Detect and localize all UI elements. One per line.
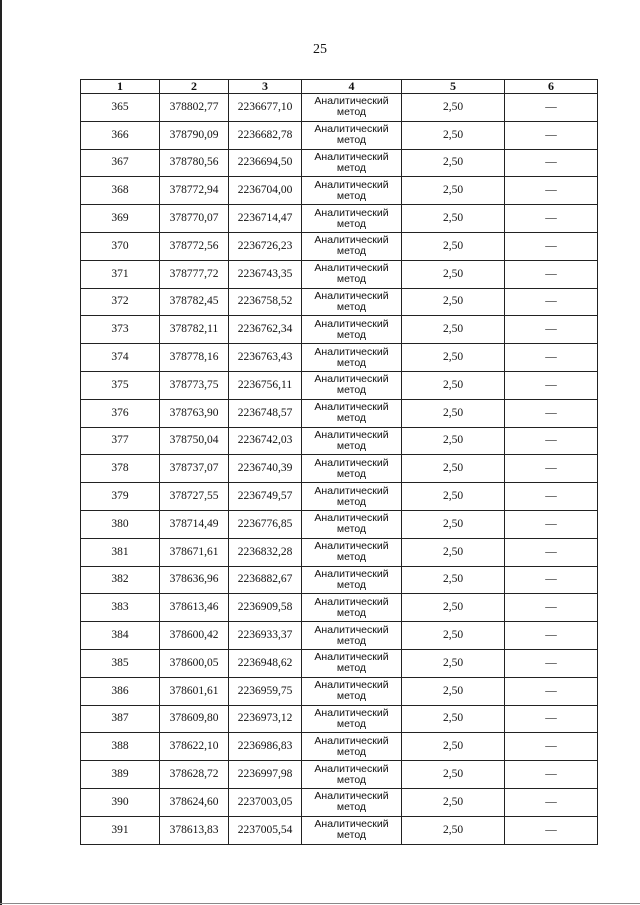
header-col-2: 2: [160, 80, 229, 94]
cell-y-coordinate: 2236776,85: [229, 510, 302, 538]
cell-accuracy: 2,50: [402, 483, 505, 511]
table-row: [81, 649, 598, 677]
cell-accuracy: 2,50: [402, 288, 505, 316]
cell-y-coordinate: 2236694,50: [229, 149, 302, 177]
table-row: [81, 816, 598, 844]
cell-point-number: 375: [81, 371, 160, 399]
cell-accuracy: 2,50: [402, 816, 505, 844]
cell-point-number: 372: [81, 288, 160, 316]
cell-note: —: [505, 510, 598, 538]
cell-note: —: [505, 538, 598, 566]
cell-point-number: 369: [81, 205, 160, 233]
cell-point-number: 383: [81, 594, 160, 622]
cell-accuracy: 2,50: [402, 371, 505, 399]
cell-method: Аналитический метод: [302, 205, 402, 233]
cell-x-coordinate: 378772,56: [160, 232, 229, 260]
table-row: [81, 288, 598, 316]
page-bottom-edge: [0, 903, 640, 904]
cell-accuracy: 2,50: [402, 427, 505, 455]
cell-point-number: 382: [81, 566, 160, 594]
cell-y-coordinate: 2236704,00: [229, 177, 302, 205]
cell-y-coordinate: 2236762,34: [229, 316, 302, 344]
page-number: 25: [313, 42, 327, 57]
table-row: [81, 399, 598, 427]
coordinates-table: [80, 79, 598, 845]
cell-point-number: 387: [81, 705, 160, 733]
cell-note: —: [505, 121, 598, 149]
cell-note: —: [505, 94, 598, 122]
cell-x-coordinate: 378790,09: [160, 121, 229, 149]
cell-x-coordinate: 378613,46: [160, 594, 229, 622]
cell-method: Аналитический метод: [302, 371, 402, 399]
cell-method: Аналитический метод: [302, 399, 402, 427]
cell-method: Аналитический метод: [302, 510, 402, 538]
cell-point-number: 386: [81, 677, 160, 705]
table-row: [81, 566, 598, 594]
cell-method: Аналитический метод: [302, 594, 402, 622]
cell-y-coordinate: 2236948,62: [229, 649, 302, 677]
cell-method: Аналитический метод: [302, 483, 402, 511]
cell-y-coordinate: 2236714,47: [229, 205, 302, 233]
table-row: [81, 677, 598, 705]
table-row: [81, 344, 598, 372]
cell-point-number: 368: [81, 177, 160, 205]
cell-x-coordinate: 378601,61: [160, 677, 229, 705]
cell-accuracy: 2,50: [402, 622, 505, 650]
cell-accuracy: 2,50: [402, 177, 505, 205]
cell-note: —: [505, 232, 598, 260]
table-row: [81, 733, 598, 761]
cell-x-coordinate: 378750,04: [160, 427, 229, 455]
cell-method: Аналитический метод: [302, 177, 402, 205]
table-body: [81, 94, 598, 845]
cell-accuracy: 2,50: [402, 566, 505, 594]
cell-y-coordinate: 2237003,05: [229, 788, 302, 816]
cell-accuracy: 2,50: [402, 205, 505, 233]
cell-y-coordinate: 2236763,43: [229, 344, 302, 372]
cell-note: —: [505, 149, 598, 177]
cell-point-number: 376: [81, 399, 160, 427]
cell-point-number: 374: [81, 344, 160, 372]
cell-y-coordinate: 2236986,83: [229, 733, 302, 761]
table-row: [81, 788, 598, 816]
cell-y-coordinate: 2236973,12: [229, 705, 302, 733]
coordinates-table-container: [80, 79, 597, 845]
table-row: [81, 705, 598, 733]
cell-y-coordinate: 2237005,54: [229, 816, 302, 844]
cell-accuracy: 2,50: [402, 677, 505, 705]
cell-y-coordinate: 2236748,57: [229, 399, 302, 427]
cell-point-number: 377: [81, 427, 160, 455]
cell-method: Аналитический метод: [302, 288, 402, 316]
cell-method: Аналитический метод: [302, 260, 402, 288]
cell-y-coordinate: 2236749,57: [229, 483, 302, 511]
cell-accuracy: 2,50: [402, 121, 505, 149]
cell-x-coordinate: 378727,55: [160, 483, 229, 511]
cell-method: Аналитический метод: [302, 733, 402, 761]
cell-method: Аналитический метод: [302, 705, 402, 733]
cell-point-number: 391: [81, 816, 160, 844]
cell-x-coordinate: 378782,45: [160, 288, 229, 316]
cell-y-coordinate: 2236882,67: [229, 566, 302, 594]
table-row: [81, 455, 598, 483]
cell-x-coordinate: 378622,10: [160, 733, 229, 761]
table-row: [81, 94, 598, 122]
cell-point-number: 388: [81, 733, 160, 761]
table-row: [81, 594, 598, 622]
cell-point-number: 381: [81, 538, 160, 566]
cell-y-coordinate: 2236740,39: [229, 455, 302, 483]
cell-y-coordinate: 2236742,03: [229, 427, 302, 455]
cell-point-number: 367: [81, 149, 160, 177]
cell-accuracy: 2,50: [402, 761, 505, 789]
cell-x-coordinate: 378636,96: [160, 566, 229, 594]
cell-method: Аналитический метод: [302, 149, 402, 177]
cell-x-coordinate: 378613,83: [160, 816, 229, 844]
cell-x-coordinate: 378737,07: [160, 455, 229, 483]
cell-accuracy: 2,50: [402, 232, 505, 260]
cell-note: —: [505, 483, 598, 511]
cell-point-number: 366: [81, 121, 160, 149]
cell-point-number: 370: [81, 232, 160, 260]
cell-note: —: [505, 761, 598, 789]
cell-point-number: 373: [81, 316, 160, 344]
cell-x-coordinate: 378600,42: [160, 622, 229, 650]
cell-point-number: 371: [81, 260, 160, 288]
cell-method: Аналитический метод: [302, 622, 402, 650]
cell-y-coordinate: 2236682,78: [229, 121, 302, 149]
cell-note: —: [505, 260, 598, 288]
table-row: [81, 232, 598, 260]
header-col-4: 4: [302, 80, 402, 94]
cell-note: —: [505, 649, 598, 677]
cell-point-number: 365: [81, 94, 160, 122]
header-col-3: 3: [229, 80, 302, 94]
cell-x-coordinate: 378770,07: [160, 205, 229, 233]
cell-y-coordinate: 2236909,58: [229, 594, 302, 622]
cell-note: —: [505, 788, 598, 816]
table-header-row: [81, 80, 598, 94]
table-row: [81, 316, 598, 344]
cell-x-coordinate: 378600,05: [160, 649, 229, 677]
table-row: [81, 538, 598, 566]
cell-accuracy: 2,50: [402, 260, 505, 288]
cell-x-coordinate: 378772,94: [160, 177, 229, 205]
cell-accuracy: 2,50: [402, 788, 505, 816]
cell-method: Аналитический метод: [302, 538, 402, 566]
table-row: [81, 483, 598, 511]
table-row: [81, 510, 598, 538]
cell-accuracy: 2,50: [402, 538, 505, 566]
cell-method: Аналитический метод: [302, 677, 402, 705]
cell-accuracy: 2,50: [402, 733, 505, 761]
cell-note: —: [505, 733, 598, 761]
cell-note: —: [505, 344, 598, 372]
cell-note: —: [505, 594, 598, 622]
cell-x-coordinate: 378624,60: [160, 788, 229, 816]
cell-x-coordinate: 378609,80: [160, 705, 229, 733]
cell-method: Аналитический метод: [302, 455, 402, 483]
cell-method: Аналитический метод: [302, 761, 402, 789]
cell-method: Аналитический метод: [302, 566, 402, 594]
table-row: [81, 121, 598, 149]
cell-accuracy: 2,50: [402, 344, 505, 372]
cell-point-number: 385: [81, 649, 160, 677]
cell-method: Аналитический метод: [302, 94, 402, 122]
cell-y-coordinate: 2236832,28: [229, 538, 302, 566]
cell-note: —: [505, 622, 598, 650]
cell-point-number: 389: [81, 761, 160, 789]
cell-x-coordinate: 378773,75: [160, 371, 229, 399]
cell-accuracy: 2,50: [402, 705, 505, 733]
cell-x-coordinate: 378780,56: [160, 149, 229, 177]
cell-note: —: [505, 427, 598, 455]
cell-method: Аналитический метод: [302, 121, 402, 149]
cell-y-coordinate: 2236997,98: [229, 761, 302, 789]
table-row: [81, 149, 598, 177]
page-edge-line: [0, 0, 2, 905]
cell-x-coordinate: 378778,16: [160, 344, 229, 372]
cell-y-coordinate: 2236726,23: [229, 232, 302, 260]
cell-note: —: [505, 205, 598, 233]
cell-note: —: [505, 288, 598, 316]
cell-point-number: 380: [81, 510, 160, 538]
cell-y-coordinate: 2236743,35: [229, 260, 302, 288]
cell-x-coordinate: 378714,49: [160, 510, 229, 538]
cell-note: —: [505, 455, 598, 483]
cell-note: —: [505, 399, 598, 427]
cell-accuracy: 2,50: [402, 594, 505, 622]
cell-point-number: 378: [81, 455, 160, 483]
table-row: [81, 177, 598, 205]
cell-accuracy: 2,50: [402, 649, 505, 677]
cell-accuracy: 2,50: [402, 455, 505, 483]
cell-method: Аналитический метод: [302, 649, 402, 677]
cell-y-coordinate: 2236959,75: [229, 677, 302, 705]
cell-accuracy: 2,50: [402, 399, 505, 427]
cell-y-coordinate: 2236677,10: [229, 94, 302, 122]
cell-point-number: 390: [81, 788, 160, 816]
cell-method: Аналитический метод: [302, 232, 402, 260]
table-row: [81, 371, 598, 399]
cell-point-number: 379: [81, 483, 160, 511]
cell-note: —: [505, 371, 598, 399]
cell-method: Аналитический метод: [302, 816, 402, 844]
table-row: [81, 260, 598, 288]
cell-method: Аналитический метод: [302, 788, 402, 816]
cell-x-coordinate: 378628,72: [160, 761, 229, 789]
cell-note: —: [505, 566, 598, 594]
cell-method: Аналитический метод: [302, 316, 402, 344]
cell-accuracy: 2,50: [402, 316, 505, 344]
cell-note: —: [505, 316, 598, 344]
header-col-5: 5: [402, 80, 505, 94]
cell-note: —: [505, 177, 598, 205]
cell-point-number: 384: [81, 622, 160, 650]
table-row: [81, 761, 598, 789]
table-row: [81, 622, 598, 650]
cell-accuracy: 2,50: [402, 149, 505, 177]
cell-method: Аналитический метод: [302, 427, 402, 455]
cell-note: —: [505, 677, 598, 705]
cell-y-coordinate: 2236758,52: [229, 288, 302, 316]
cell-y-coordinate: 2236756,11: [229, 371, 302, 399]
cell-note: —: [505, 816, 598, 844]
cell-y-coordinate: 2236933,37: [229, 622, 302, 650]
cell-x-coordinate: 378782,11: [160, 316, 229, 344]
cell-method: Аналитический метод: [302, 344, 402, 372]
header-col-1: 1: [81, 80, 160, 94]
table-row: [81, 427, 598, 455]
table-row: [81, 205, 598, 233]
header-col-6: 6: [505, 80, 598, 94]
cell-accuracy: 2,50: [402, 510, 505, 538]
cell-accuracy: 2,50: [402, 94, 505, 122]
cell-x-coordinate: 378777,72: [160, 260, 229, 288]
cell-x-coordinate: 378802,77: [160, 94, 229, 122]
cell-x-coordinate: 378671,61: [160, 538, 229, 566]
cell-note: —: [505, 705, 598, 733]
cell-x-coordinate: 378763,90: [160, 399, 229, 427]
